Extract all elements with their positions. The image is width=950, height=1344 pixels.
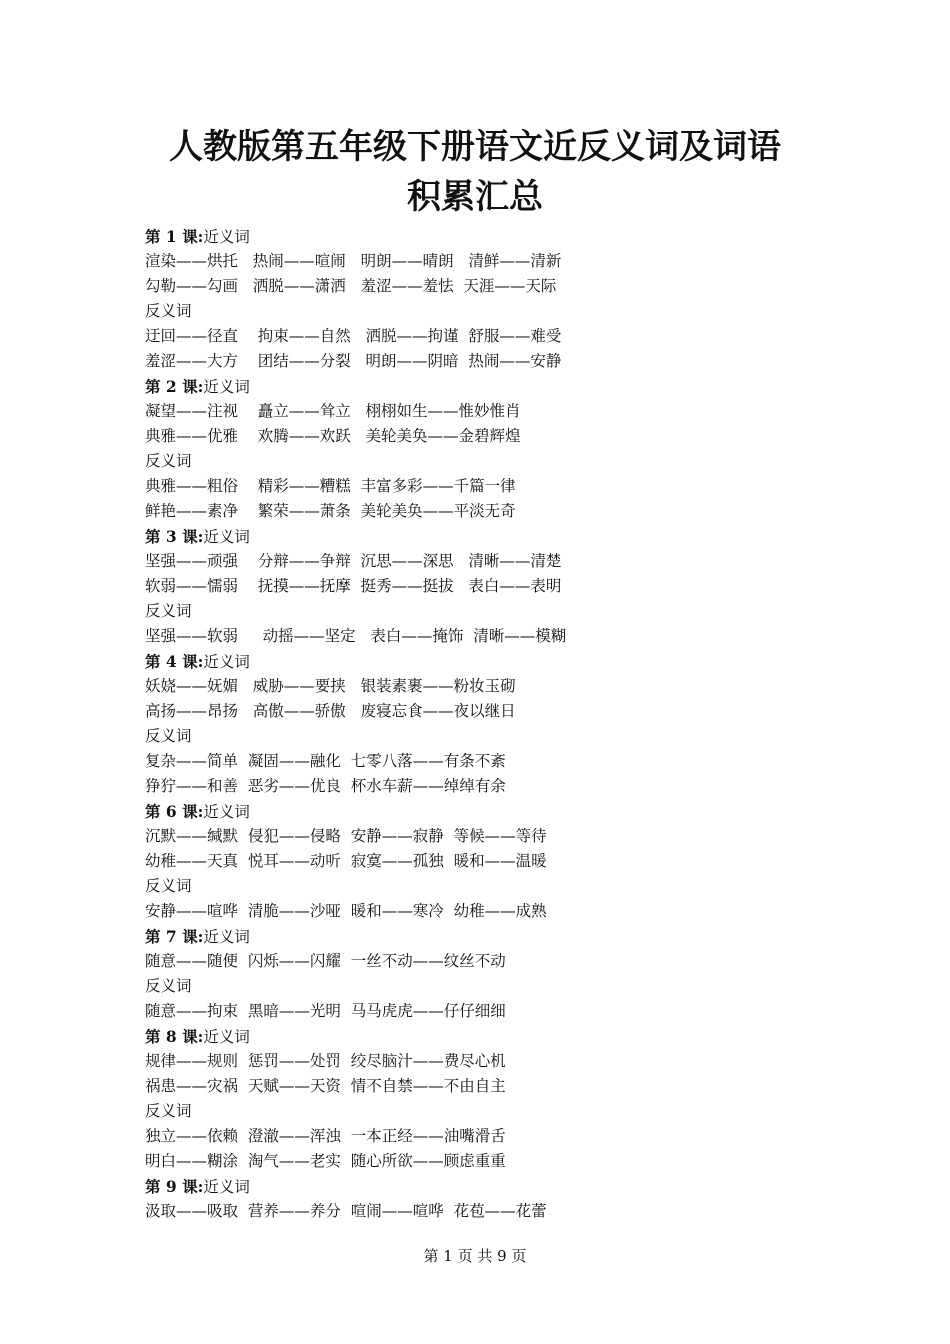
word-pair-line [145,624,845,649]
lesson-number: 第 7 课: [145,927,204,946]
line-text: 独立——依赖 澄澈——浑浊 一本正经——油嘴滑舌 [145,1127,506,1145]
word-pair-line [145,299,845,324]
word-pair-line [145,274,845,299]
line-text: 坚强——顽强 分辩——争辩 沉思——深思 清晰——清楚 [145,552,562,570]
word-pair-line [145,749,845,774]
lesson-heading [145,524,845,549]
lesson-heading [145,924,845,949]
lesson-number: 第 3 课: [145,527,204,546]
word-pair-line [145,899,845,924]
line-text: 安静——喧哗 清脆——沙哑 暖和——寒冷 幼稚——成熟 [145,902,547,920]
lesson-number: 第 4 课: [145,652,204,671]
lesson-number: 第 6 课: [145,802,204,821]
word-pair-line [145,849,845,874]
lesson-heading [145,374,845,399]
line-text: 祸患——灾祸 天赋——天资 情不自禁——不由自主 [145,1077,506,1095]
line-text: 反义词 [145,877,192,895]
line-text: 渲染——烘托 热闹——喧闹 明朗——晴朗 清鲜——清新 [145,252,562,270]
line-text: 反义词 [145,602,192,620]
word-pair-line [145,1099,845,1124]
line-text: 典雅——粗俗 精彩——糟糕 丰富多彩——千篇一律 [145,477,516,495]
word-pair-line [145,599,845,624]
word-pair-line [145,474,845,499]
line-text: 近义词 [203,928,250,946]
lesson-heading [145,649,845,674]
lesson-number: 第 9 课: [145,1177,204,1196]
line-text: 近义词 [203,1178,250,1196]
word-pair-line [145,449,845,474]
word-pair-line [145,1049,845,1074]
line-text: 迂回——径直 拘束——自然 洒脱——拘谨 舒服——难受 [145,327,562,345]
word-pair-line [145,874,845,899]
word-pair-line [145,949,845,974]
line-text: 反义词 [145,302,192,320]
word-pair-line [145,1074,845,1099]
word-pair-line [145,774,845,799]
line-text: 反义词 [145,1102,192,1120]
word-pair-line [145,699,845,724]
line-text: 规律——规则 惩罚——处罚 绞尽脑汁——费尽心机 [145,1052,506,1070]
word-pair-line [145,499,845,524]
line-text: 高扬——昂扬 高傲——骄傲 废寝忘食——夜以继日 [145,702,516,720]
lesson-heading [145,1024,845,1049]
line-text: 勾勒——勾画 洒脱——潇洒 羞涩——羞怯 天涯——天际 [145,277,557,295]
line-text: 近义词 [203,378,250,396]
line-text: 典雅——优雅 欢腾——欢跃 美轮美奂——金碧辉煌 [145,427,521,445]
lesson-number: 第 8 课: [145,1027,204,1046]
line-text: 近义词 [203,653,250,671]
word-pair-line [145,674,845,699]
line-text: 近义词 [203,1028,250,1046]
page-footer: 第 1 页 共 9 页 [423,1247,527,1265]
title-line-1: 人教版第五年级下册语文近反义词及词语 [169,127,781,167]
document-title [100,122,850,222]
lesson-heading [145,224,845,249]
line-text: 鲜艳——素净 繁荣——萧条 美轮美奂——平淡无奇 [145,502,516,520]
line-text: 汲取——吸取 营养——养分 喧闹——喧哗 花苞——花蕾 [145,1202,547,1220]
line-text: 羞涩——大方 团结——分裂 明朗——阴暗 热闹——安静 [145,352,562,370]
lesson-number: 第 2 课: [145,377,204,396]
word-pair-line [145,399,845,424]
word-pair-line [145,324,845,349]
line-text: 凝望——注视 矗立——耸立 栩栩如生——惟妙惟肖 [145,402,521,420]
word-pair-line [145,249,845,274]
lesson-number: 第 1 课: [145,227,204,246]
word-pair-line [145,1124,845,1149]
lesson-heading [145,799,845,824]
line-text: 反义词 [145,977,192,995]
line-text: 复杂——简单 凝固——融化 七零八落——有条不紊 [145,752,506,770]
line-text: 反义词 [145,727,192,745]
word-pair-line [145,549,845,574]
word-pair-line [145,1149,845,1174]
word-pair-line [145,824,845,849]
line-text: 明白——糊涂 淘气——老实 随心所欲——顾虑重重 [145,1152,506,1170]
lesson-heading [145,1174,845,1199]
line-text: 近义词 [203,803,250,821]
word-pair-line [145,574,845,599]
word-pair-line [145,1199,845,1224]
line-text: 妖娆——妩媚 威胁——要挟 银装素裹——粉妆玉砌 [145,677,516,695]
line-text: 近义词 [203,528,250,546]
line-text: 软弱——懦弱 抚摸——抚摩 挺秀——挺拔 表白——表明 [145,577,562,595]
line-text: 幼稚——天真 悦耳——动听 寂寞——孤独 暖和——温暖 [145,852,547,870]
line-text: 反义词 [145,452,192,470]
word-pair-line [145,974,845,999]
word-pair-line [145,349,845,374]
line-text: 随意——随便 闪烁——闪耀 一丝不动——纹丝不动 [145,952,506,970]
line-text: 沉默——缄默 侵犯——侵略 安静——寂静 等候——等待 [145,827,547,845]
word-pair-line [145,724,845,749]
line-text: 随意——拘束 黑暗——光明 马马虎虎——仔仔细细 [145,1002,506,1020]
line-text: 近义词 [203,228,250,246]
document-body [145,224,845,1224]
line-text: 狰狞——和善 恶劣——优良 杯水车薪——绰绰有余 [145,777,506,795]
line-text: 坚强——软弱 动摇——坚定 表白——掩饰 清晰——模糊 [145,627,567,645]
word-pair-line [145,999,845,1024]
title-line-2: 积累汇总 [407,177,543,217]
word-pair-line [145,424,845,449]
